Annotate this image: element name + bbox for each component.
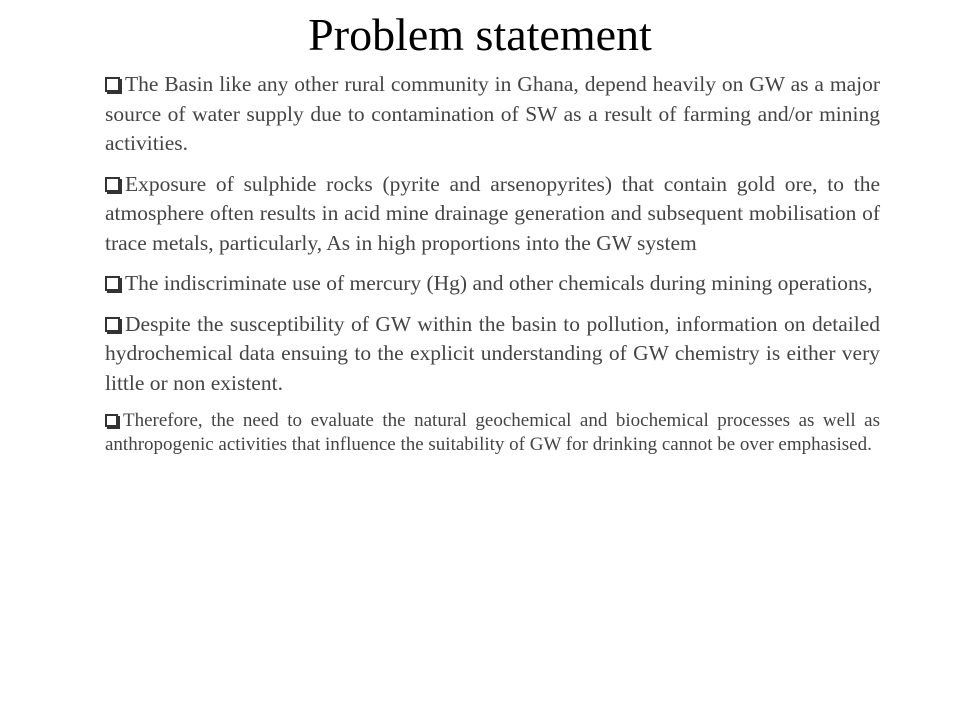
- bullet-text: The indiscriminate use of mercury (Hg) and other chemicals during mining operations,: [125, 271, 873, 295]
- bullet-list: [105, 70, 880, 468]
- bullet-text: Exposure of sulphide rocks (pyrite and arsenopyrites) that contain gold ore, to the atmosphere often results in acid mine drainage generation and subsequent mobilisation of trace metals, particularly, As in high proportions into the GW system: [105, 171, 880, 255]
- bullet-item: [105, 170, 880, 259]
- hollow-square-bullet-icon: [105, 77, 120, 92]
- hollow-square-bullet-icon: [105, 414, 118, 427]
- slide-title: Problem statement: [308, 9, 652, 60]
- bullet-text: Therefore, the need to evaluate the natural geochemical and biochemical processes as well as anthropogenic activities that influence the suitability of GW for drinking cannot be over emphasised.: [105, 410, 880, 455]
- bullet-text: The Basin like any other rural community in Ghana, depend heavily on GW as a major source of water supply due to contamination of SW as a result of farming and/or mining activities.: [105, 72, 880, 155]
- bullet-item: [105, 409, 880, 457]
- hollow-square-bullet-icon: [105, 177, 120, 192]
- hollow-square-bullet-icon: [105, 317, 120, 332]
- bullet-item: [105, 269, 880, 299]
- bullet-item: [105, 310, 880, 399]
- bullet-item: [105, 70, 880, 159]
- bullet-text: Despite the susceptibility of GW within the basin to pollution, information on detailed hydrochemical data ensuing to the explicit understanding of GW chemistry is either very little or non existent.: [105, 311, 880, 395]
- hollow-square-bullet-icon: [105, 276, 120, 291]
